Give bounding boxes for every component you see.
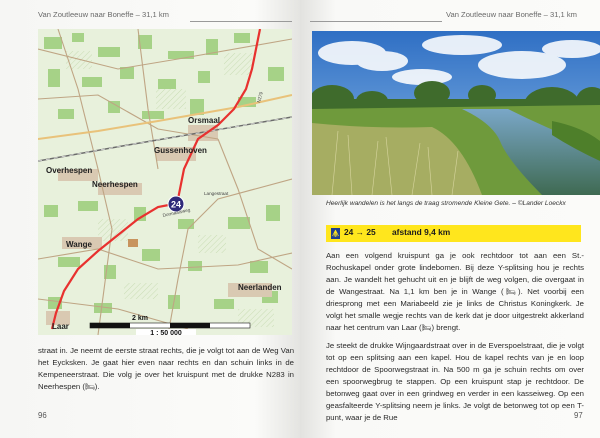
scale-ratio: 1 : 50 000	[150, 330, 182, 335]
river-photo	[312, 31, 600, 195]
right-paragraph-2: Je steekt de drukke Wijngaardstraat over in de Everspoelstraat, die je volgt tot op een splitsing aan een kapel. Hou de kapel rechts van je en loop rechtdoor de Spoorwegstraat in. Na 500 m ga je schuin rechts om over een spoorwegbrug te stappen. Op een kruispunt stap je rechtdoor. De betonweg gaat over in een grindweg en verder in een kasseiweg. Op een geasfalteerde Y-splitsing neem je links. Je volgt de betonweg tot op een T-punt, waar je de Rue	[326, 341, 584, 422]
header-rule-right	[310, 21, 442, 22]
place-orsmaal: Orsmaal	[188, 116, 221, 125]
place-overhespen: Overhespen	[46, 166, 93, 175]
scale-text: 2 km	[132, 315, 148, 322]
street-dormaalsweg: Dormaalsweg	[162, 207, 191, 218]
place-neerlanden: Neerlanden	[238, 283, 282, 292]
street-n279: N279	[256, 91, 264, 104]
left-body-paragraph: straat in. Je neemt de eerste straat rechts, die je volgt tot aan de Weg Van het Eycksken. Je gaat hier even naar rechts en dan schuin links in de Kempeneerstraat. Die volg je over het kruispunt met de drukke N283 in Neerhespen (🛏).	[38, 346, 294, 391]
street-langestraat: Langestraat	[204, 191, 229, 196]
section-distance: afstand 9,4 km	[392, 227, 451, 237]
route-map	[38, 29, 292, 335]
page-number-right: 97	[574, 411, 583, 420]
running-head-right: Van Zoutleeuw naar Boneffe – 31,1 km	[446, 10, 578, 19]
place-laar: Laar	[52, 322, 69, 331]
header-rule-left	[190, 21, 292, 22]
page-number-left: 96	[38, 411, 47, 420]
running-head-left: Van Zoutleeuw naar Boneffe – 31,1 km	[38, 10, 170, 19]
place-wange: Wange	[66, 240, 92, 249]
right-body-text	[326, 250, 584, 430]
right-paragraph-1: Aan een volgend kruispunt ga je ook rechtdoor tot aan een St.-Rochuskapel onder grote lindebomen. Bij deze Y-splitsing hou je rechts aan. Je wandelt het gehucht uit en je blijft de weg volgen, die overgaat in de Wangestraat. Na 1,1 km ben je in Wange (🛏). Net voorbij een driesprong met een Mariabeeld zie je links de Christus Koningkerk. Je volgt het smalle wegje rechts van de kerk dat je door uitgestrekt akkerland naar het centrum van Laar (🛏) brengt.	[326, 251, 584, 332]
place-gussenhoven: Gussenhoven	[154, 146, 207, 155]
waypoint-label: 24	[170, 199, 182, 210]
scallop-shell-icon	[331, 228, 340, 239]
section-route: 24 → 25	[344, 227, 376, 237]
photo-caption: Heerlijk wandelen is het langs de traag stromende Kleine Gete. – ©Lander Loeckx	[326, 200, 566, 207]
place-neerhespen: Neerhespen	[92, 180, 138, 189]
